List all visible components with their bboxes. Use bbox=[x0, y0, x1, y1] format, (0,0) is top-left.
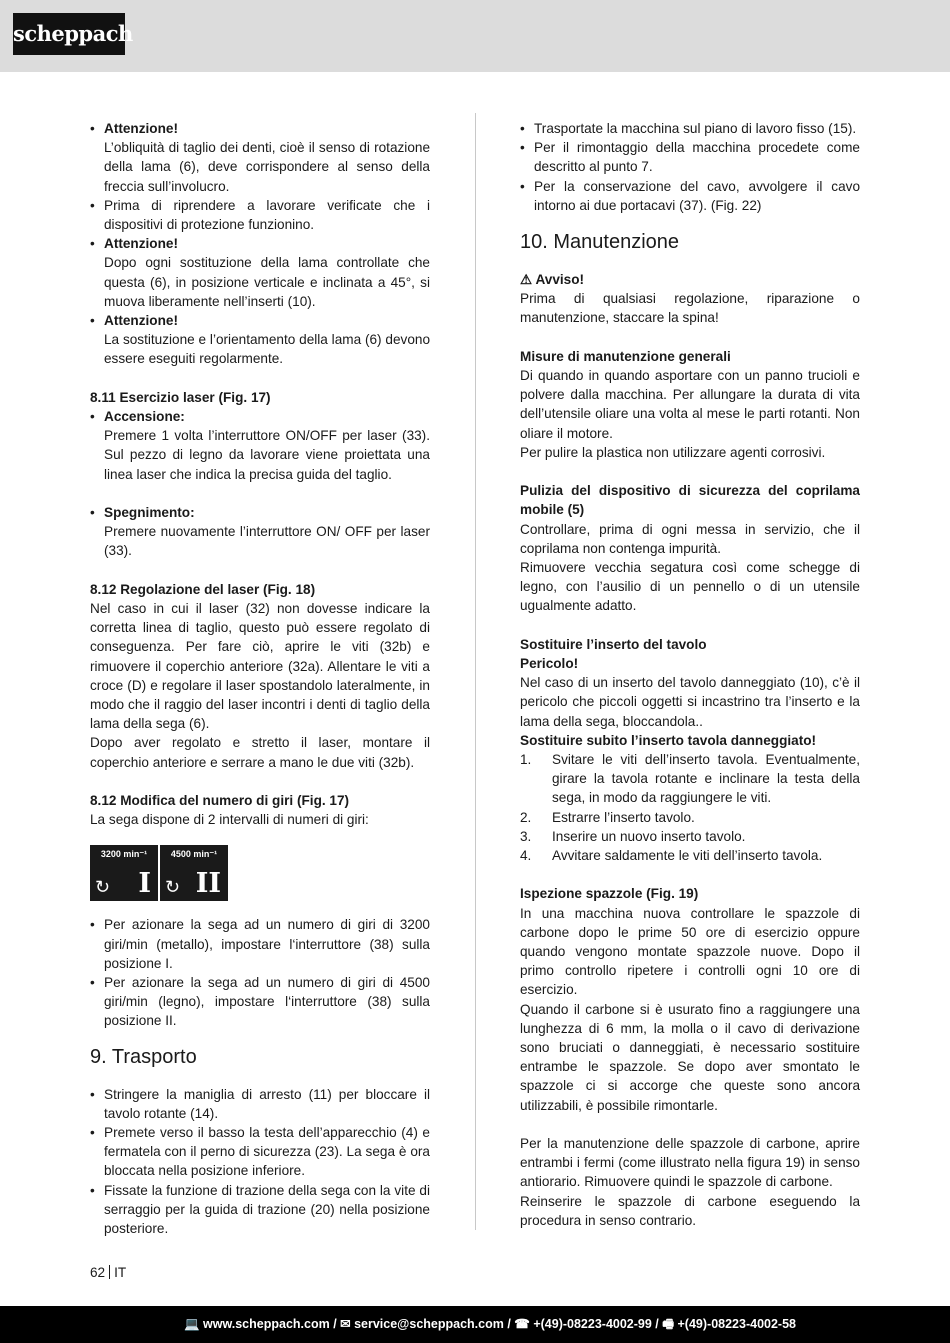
right-column bbox=[520, 119, 860, 1230]
page-separator bbox=[109, 1265, 110, 1279]
list-item bbox=[520, 138, 860, 176]
danger-label: Pericolo! bbox=[520, 656, 579, 672]
list-item bbox=[520, 177, 860, 215]
speed-setting-figure bbox=[90, 845, 430, 901]
list-text: • Per la conservazione del cavo, avvolgere il cavo intorno ai due portacavi (37). (Fig. 22) bbox=[534, 178, 860, 213]
left-column bbox=[90, 119, 430, 1238]
speed-2-label: 4500 min⁻¹ bbox=[170, 849, 218, 860]
list-text: • Per azionare la sega ad un numero di giri di 3200 giri/min (metallo), impostare l‘interruttore (38) sulla posizione I. bbox=[104, 917, 430, 971]
paragraph: Quando il carbone si è usurato fino a raggiungere una lunghezza di 6 mm, la molla o il cavo di derivazione sono bruciati o danneggiati, è necessario sostituire entrambe le spazzole. Se dopo aver smontato le spazzole ci si accorge che queste sono ancora utilizzabili, è possibile rimontarle. bbox=[520, 1001, 860, 1113]
speed-2-panel bbox=[160, 845, 228, 901]
list-text: • Prima di riprendere a lavorare verificate che i dispositivi di protezione funzionino. bbox=[104, 197, 430, 233]
section-heading: 8.11 Esercizio laser (Fig. 17) bbox=[90, 389, 271, 405]
list-item bbox=[90, 119, 430, 196]
language-code: IT bbox=[114, 1265, 127, 1280]
numbered-item bbox=[520, 750, 860, 808]
page-number bbox=[90, 1265, 126, 1280]
list-text: • Stringere la maniglia di arresto (11) per bloccare il tavolo rotante (14). bbox=[104, 1086, 430, 1121]
step-number: 4. bbox=[520, 848, 532, 864]
paragraph: Di quando in quando asportare con un panno trucioli e polvere dalla macchina. Per allungare la durata di vita dell’utensile oliare una volta al mese le parti rotanti. Non oliare il motore. bbox=[520, 368, 860, 441]
paragraph: Nel caso di un inserto del tavolo danneggiato (10), c’è il pericolo che piccoli oggetti si incastrino tra l’inserto e la lama della sega, bloccandola.. bbox=[520, 675, 860, 729]
list-title: • Accensione: bbox=[104, 409, 185, 425]
section-heading: 8.12 Regolazione del laser (Fig. 18) bbox=[90, 581, 316, 597]
list-item bbox=[90, 1181, 430, 1239]
list-item bbox=[520, 119, 860, 138]
list-text: • Per azionare la sega ad un numero di giri di 4500 giri/min (legno), impostare l‘interruttore (38) sulla posizione II. bbox=[104, 975, 430, 1029]
list-item bbox=[90, 234, 430, 311]
list-text: • Premete verso il basso la testa dell’apparecchio (4) e fermatela con il perno di sicurezza (23). La sega è ora bloccata nella posizione inferiore. bbox=[104, 1125, 430, 1179]
list-title: • Spegnimento: bbox=[104, 505, 195, 521]
contact-line: 💻 www.scheppach.com / ✉ service@scheppach.com / ☎ +(49)-08223-4002-99 / 🖷 +(49)-08223-4002-58 bbox=[184, 1317, 796, 1331]
warning-text: L’obliquità di taglio dei denti, cioè il senso di rotazione della lama (6), deve corrispondere al senso della freccia sull’involucro. bbox=[104, 140, 430, 194]
numbered-item bbox=[520, 827, 860, 846]
section-heading: Misure di manutenzione generali bbox=[520, 348, 731, 364]
step-text: Estrarre l’inserto tavolo. bbox=[552, 809, 695, 825]
warning-text: Prima di qualsiasi regolazione, riparazione o manutenzione, staccare la spina! bbox=[520, 291, 860, 326]
section-heading: Sostituire l’inserto del tavolo bbox=[520, 636, 707, 652]
speed-2-position: II bbox=[195, 868, 221, 900]
speed-1-position: I bbox=[138, 868, 151, 900]
step-text: Inserire un nuovo inserto tavolo. bbox=[552, 828, 746, 844]
paragraph: Dopo aver regolato e stretto il laser, montare il coperchio anteriore e serrare a mano le due viti (32b). bbox=[90, 735, 430, 770]
instruction-bold: Sostituire subito l’inserto tavola danneggiato! bbox=[520, 732, 817, 748]
warning-title: • Attenzione! bbox=[104, 121, 179, 136]
step-text: Avvitare saldamente le viti dell’inserto tavola. bbox=[552, 848, 823, 864]
warning-text: La sostituzione e l’orientamento della lama (6) devono essere eseguiti regolarmente. bbox=[104, 332, 430, 367]
list-item bbox=[90, 407, 430, 484]
paragraph: Nel caso in cui il laser (32) non dovesse indicare la corretta linea di taglio, questo può essere regolato di conseguenza. Per fare ciò, aprire le viti (32b) e rimuovere il coperchio anteriore (32a). Allentare le viti a croce (D) e regolare il laser spostandolo lateralmente, in modo che il raggio del laser incontri i denti di taglio della lama della sega (6). bbox=[90, 601, 430, 732]
paragraph: In una macchina nuova controllare le spazzole di carbone dopo le prime 50 ore di esercizio oppure quando vengono montate spazzole nuove. Dopo il primo controllo ripetere i controlli ogni 10 ore di esercizio. bbox=[520, 905, 860, 998]
paragraph: Rimuovere vecchia segatura così come schegge di legno, con l’ausilio di un pennello o di un utensile ugualmente adatto. bbox=[520, 560, 860, 614]
section-heading: 8.12 Modifica del numero di giri (Fig. 17) bbox=[90, 793, 350, 809]
section-heading: Pulizia del dispositivo di sicurezza del coprilama mobile (5) bbox=[520, 483, 860, 518]
list-item bbox=[90, 1085, 430, 1123]
list-item bbox=[90, 311, 430, 369]
speed-1-label: 3200 min⁻¹ bbox=[100, 849, 148, 860]
chapter-heading: 9. Trasporto bbox=[90, 1045, 197, 1068]
page-header bbox=[0, 0, 950, 72]
step-text: Svitare le viti dell’inserto tavola. Eventualmente, girare la tavola rotante e inclinare la testa della sega, in modo da raggiungere le viti. bbox=[552, 752, 860, 806]
numbered-item bbox=[520, 846, 860, 865]
column-divider bbox=[475, 113, 476, 1230]
list-item bbox=[90, 915, 430, 973]
list-text: Premere nuovamente l’interruttore ON/ OFF per laser (33). bbox=[104, 524, 430, 559]
chapter-heading: 10. Manutenzione bbox=[520, 231, 680, 254]
list-item bbox=[90, 503, 430, 561]
paragraph: Reinserire le spazzole di carbone eseguendo la procedura in senso contrario. bbox=[520, 1193, 860, 1228]
step-number: 3. bbox=[520, 828, 532, 844]
step-number: 2. bbox=[520, 809, 532, 825]
list-item bbox=[90, 973, 430, 1031]
list-text: • Per il rimontaggio della macchina procedete come descritto al punto 7. bbox=[534, 140, 860, 175]
fax-number: 🖷 +(49)-08223-4002-58 bbox=[662, 1317, 796, 1331]
list-text: • Trasportate la macchina sul piano di lavoro fisso (15). bbox=[534, 121, 857, 136]
paragraph: Controllare, prima di ogni messa in servizio, che il coprilama non contenga impurità. bbox=[520, 521, 860, 556]
email-link[interactable]: ✉ service@scheppach.com bbox=[340, 1317, 504, 1331]
rotation-arrow-icon: ↻ bbox=[165, 877, 181, 898]
warning-title: ⚠ Avviso! bbox=[520, 272, 585, 288]
warning-text: Dopo ogni sostituzione della lama controllate che questa (6), in posizione verticale e inclinata a 45°, si muova liberamente nell’inserti (10). bbox=[104, 255, 430, 309]
warning-title: • Attenzione! bbox=[104, 313, 179, 329]
rotation-arrow-icon: ↻ bbox=[95, 877, 111, 898]
paragraph: Per pulire la plastica non utilizzare agenti corrosivi. bbox=[520, 444, 826, 460]
page-number-value: 62 bbox=[90, 1265, 106, 1280]
list-text: Premere 1 volta l’interruttore ON/OFF per laser (33). Sul pezzo di legno da lavorare viene proiettata una linea laser che indica la precisa guida del taglio. bbox=[104, 428, 430, 482]
paragraph: La sega dispone di 2 intervalli di numeri di giri: bbox=[90, 812, 369, 828]
step-number: 1. bbox=[520, 752, 532, 768]
brand-logo: scheppach bbox=[13, 13, 125, 55]
list-item bbox=[90, 196, 430, 234]
speed-1-panel bbox=[90, 845, 158, 901]
numbered-item bbox=[520, 808, 860, 827]
phone-number: ☎ +(49)-08223-4002-99 bbox=[514, 1317, 652, 1331]
paragraph: Per la manutenzione delle spazzole di carbone, aprire entrambi i fermi (come illustrato nella figura 19) in senso antiorario. Rimuovere quindi le spazzole di carbone. bbox=[520, 1136, 860, 1190]
website-link[interactable]: 💻 www.scheppach.com bbox=[184, 1317, 330, 1331]
warning-title: • Attenzione! bbox=[104, 236, 179, 252]
list-item bbox=[90, 1123, 430, 1181]
page-footer bbox=[0, 1306, 950, 1343]
list-text: • Fissate la funzione di trazione della sega con la vite di serraggio per la guida di trazione (20) nella posizione posteriore. bbox=[104, 1182, 430, 1237]
section-heading: Ispezione spazzole (Fig. 19) bbox=[520, 886, 699, 902]
